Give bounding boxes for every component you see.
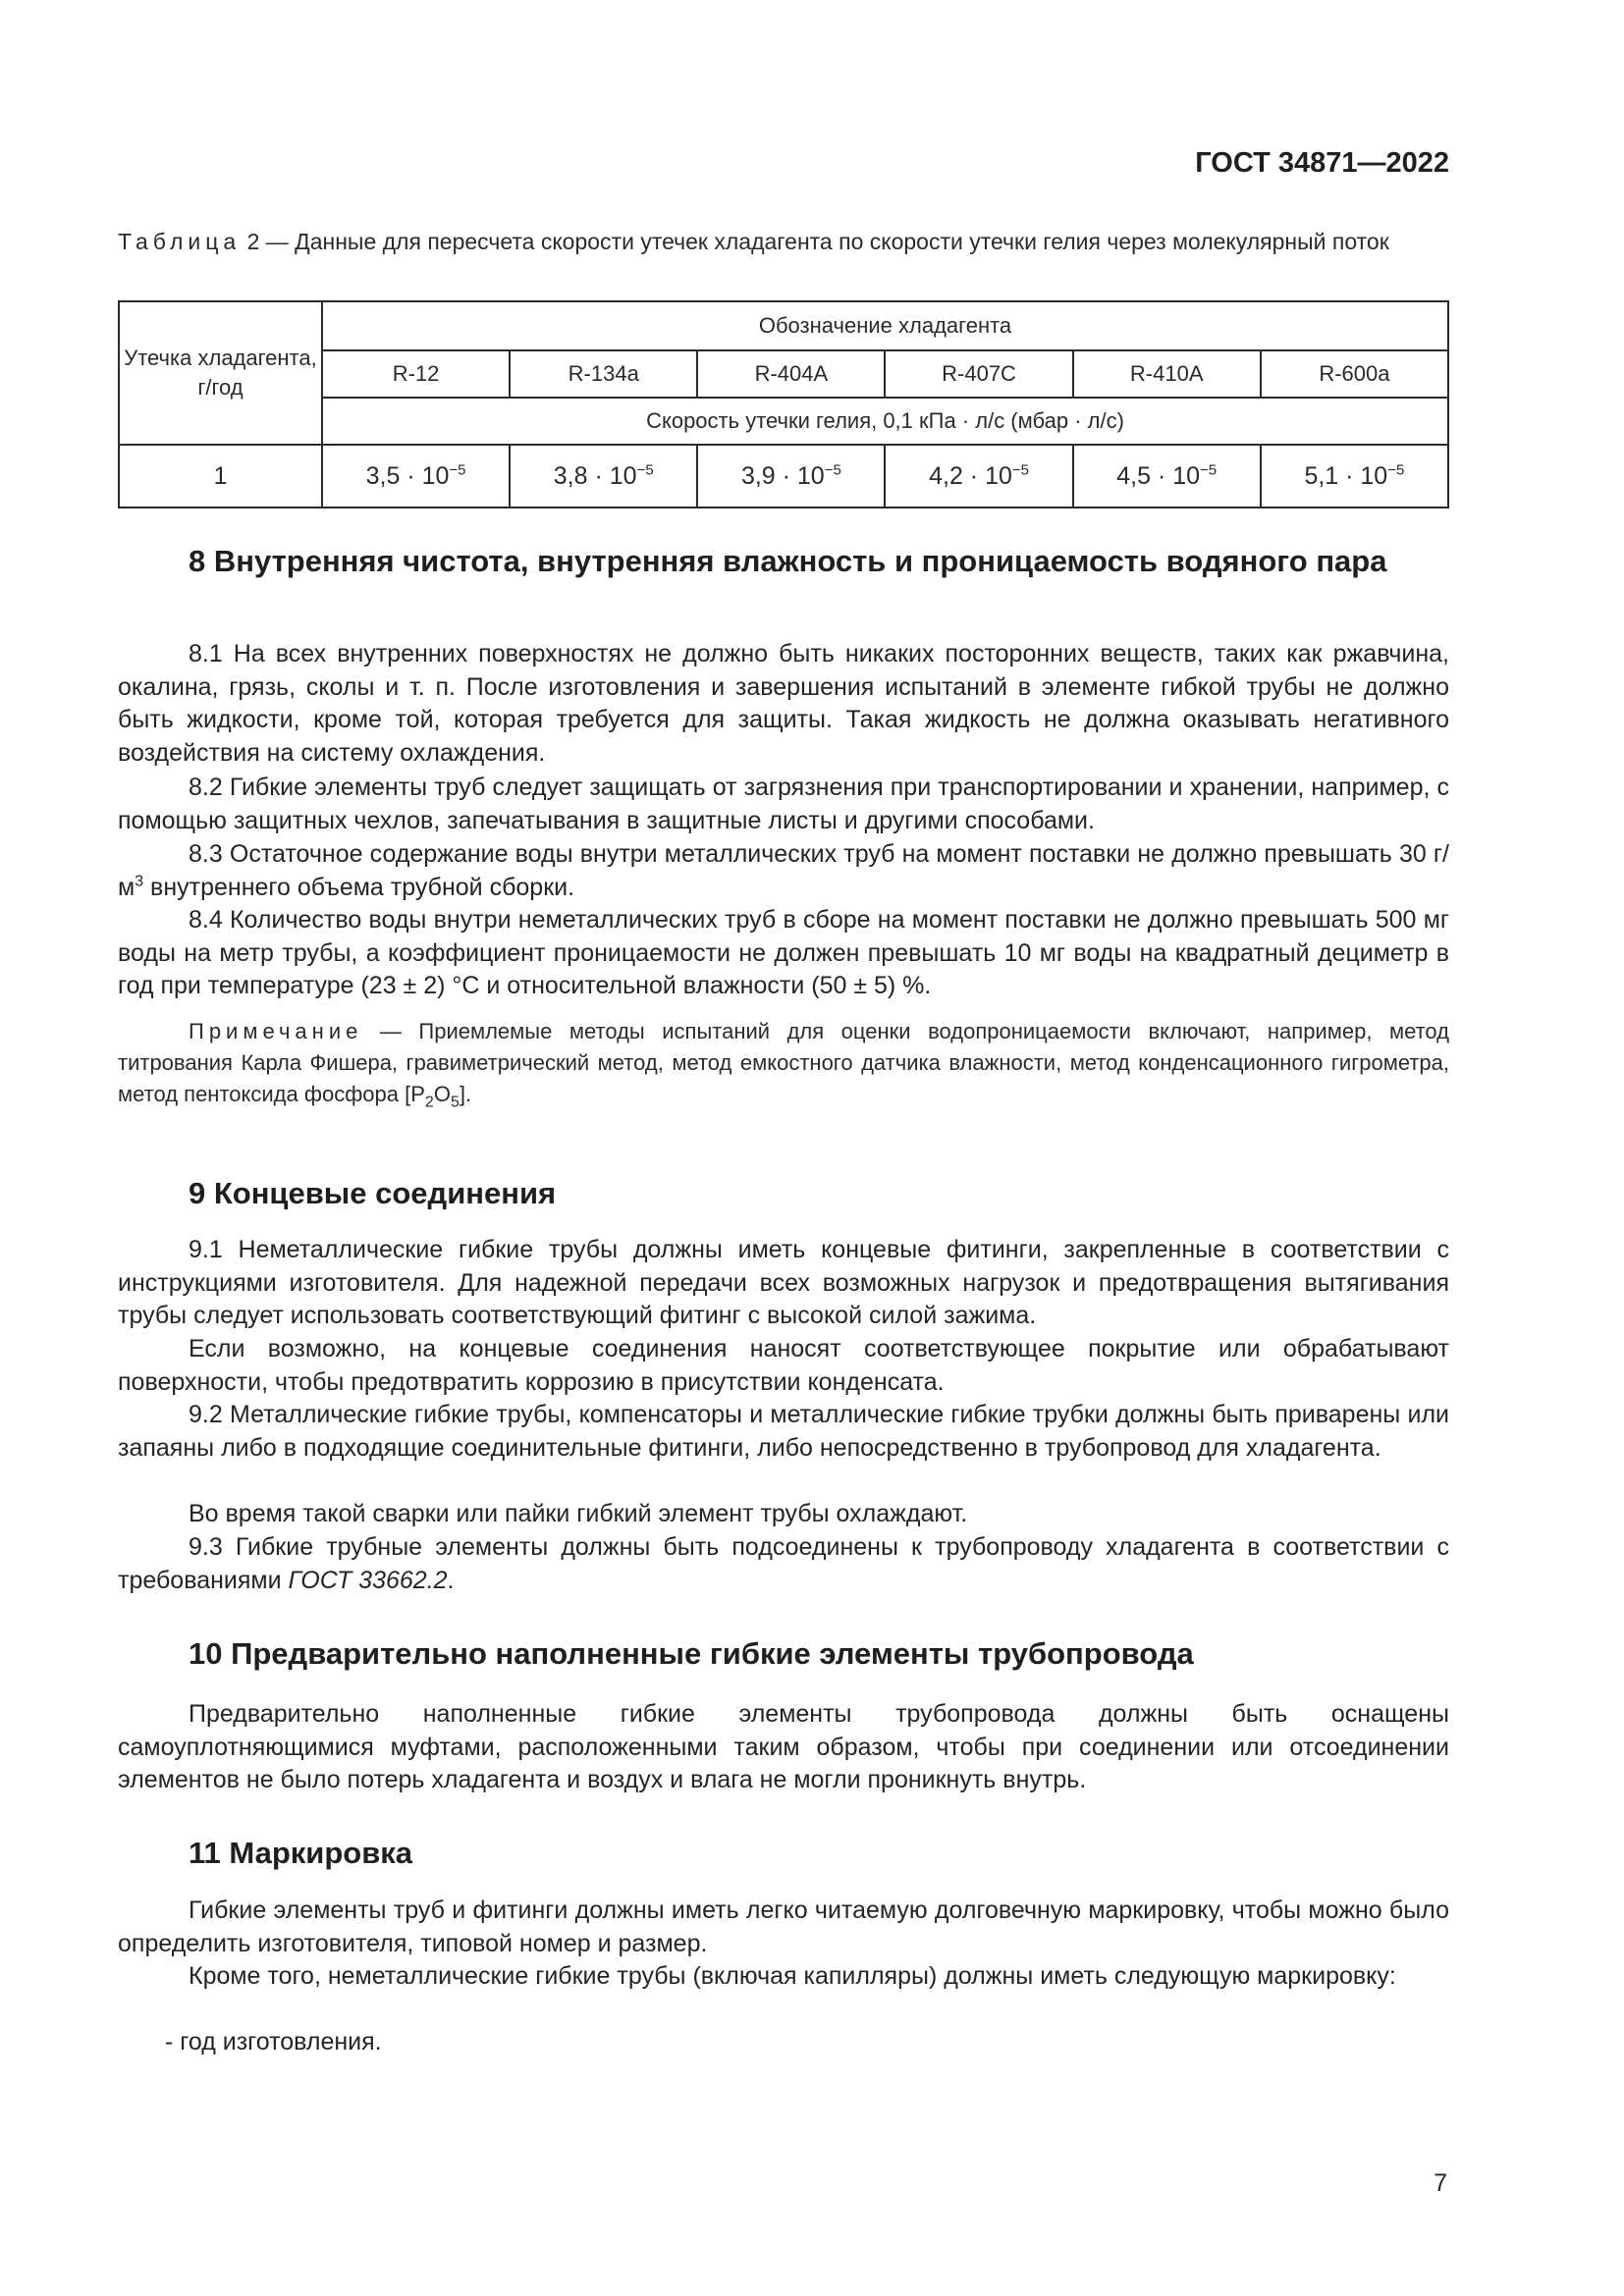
paragraph-8-2: 8.2 Гибкие элементы труб следует защищать от загрязнения при транспортировании и хранении, например, с помощью защитных чехлов, запечатывания в защитные листы и другими способами. (118, 774, 1449, 834)
helium-leak-table (118, 300, 1449, 508)
paragraph-8-1: 8.1 На всех внутренних поверхностях не должно быть никаких посторонних веществ, таких как ржавчина, окалина, грязь, сколы и т. п. После изготовления и завершения испытаний в элементе гибкой трубы не должно быть жидкости, кроме той, которая требуется для защиты. Такая жидкость не должна оказывать негативного воздействия на систему охлаждения. (118, 640, 1449, 767)
rate-exponent: −5 (636, 461, 654, 479)
refrigerant-header: Обозначение хладагента (322, 301, 1448, 350)
rate-exponent: −5 (824, 461, 841, 479)
paragraph-9-1: 9.1 Неметаллические гибкие трубы должны иметь концевые фитинги, закрепленные в соответствии с инструкциями изготовителя. Для надежной передачи всех возможных нагрузок и предотвращения вытягивания трубы следует использовать соответствующий фитинг с высокой силой зажима. (118, 1236, 1449, 1329)
leak-value-cell: 1 (119, 445, 322, 507)
rate-mantissa: 5,1 · 10 (1304, 461, 1388, 490)
rate-mantissa: 3,8 · 10 (553, 461, 637, 490)
paragraph-8-3: 8.3 Остаточное содержание воды внутри металлических труб на момент поставки не должно превышать 30 $г/м^3$ внутреннего объема трубной сборки. (118, 840, 1449, 901)
row-header: Утечка хладагента, г/год (119, 301, 322, 445)
rate-mantissa: 4,2 · 10 (929, 461, 1012, 490)
helium-rate-cell (322, 445, 510, 507)
paragraph-11-1: Гибкие элементы труб и фитинги должны иметь легко читаемую долговечную маркировку, чтобы можно было определить изготовителя, типовой номер и размер. (118, 1896, 1449, 1957)
page-number: 7 (1434, 2169, 1447, 2197)
section-10-title: 10 Предварительно наполненные гибкие элементы трубопровода (189, 1636, 1194, 1671)
refrigerant-cell: R-410A (1073, 350, 1261, 398)
helium-rate-cell (1073, 445, 1261, 507)
table-caption (118, 226, 1449, 257)
helium-rate-header: Скорость утечки гелия, 0,1 кПа · л/с (мбар · л/с) (322, 398, 1448, 445)
rate-mantissa: 3,9 · 10 (740, 461, 825, 490)
table-caption-label: Таблица (118, 229, 242, 254)
note-8: Примечание — Приемлемые методы испытаний для оценки водопроницаемости включают, например, метод титрования Карла Фишера, гравиметрический метод, метод емкостного датчика влажности, метод конденсационного гигрометра, метод пентоксида фосфора $[P_2O_5]$. (118, 1019, 1449, 1111)
paragraph-9-1-cont: Если возможно, на концевые соединения наносят соответствующее покрытие или обрабатывают поверхности, чтобы предотвратить коррозию в присутствии конденсата. (118, 1335, 1449, 1396)
section-8-title: 8 Внутренняя чистота, внутренняя влажность и проницаемость водяного пара (189, 544, 1387, 578)
rate-mantissa: 3,5 · 10 (365, 461, 450, 490)
section-9-title: 9 Концевые соединения (189, 1176, 557, 1210)
rate-exponent: −5 (1011, 461, 1029, 479)
rate-exponent: −5 (449, 461, 466, 479)
paragraph-9-2: 9.2 Металлические гибкие трубы, компенсаторы и металлические гибкие трубки должны быть приварены или запаяны либо в подходящие соединительные фитинги, либо непосредственно в трубопровод для хладагента. (118, 1401, 1449, 1462)
standard-reference: ГОСТ 33662.2 (288, 1566, 448, 1594)
table-caption-text: 2 — Данные для пересчета скорости утечек хладагента по скорости утечки гелия через молекулярный поток (241, 229, 1389, 254)
paragraph-8-4: 8.4 Количество воды внутри неметаллических труб в сборе на момент поставки не должно превышать 500 мг воды на метр трубы, а коэффициент проницаемости не должен превышать 10 мг воды на квадратный дециметр в год при температуре (23 ± 2) °С и относительной влажности (50 ± 5) %. (118, 906, 1449, 999)
refrigerant-cell: R-404A (697, 350, 885, 398)
paragraph-11-2: Кроме того, неметаллические гибкие трубы (включая капилляры) должны иметь следующую маркировку: (189, 1962, 1396, 1990)
document-code: ГОСТ 34871—2022 (1195, 147, 1449, 179)
refrigerant-cell: R-12 (322, 350, 510, 398)
paragraph-9-3: 9.3 Гибкие трубные элементы должны быть подсоединены к трубопроводу хладагента в соответствии с требованиями ГОСТ 33662.2. (118, 1533, 1449, 1594)
list-item: - год изготовления. (165, 2028, 382, 2056)
paragraph-9-2-cont: Во время такой сварки или пайки гибкий элемент трубы охлаждают. (189, 1500, 968, 1527)
helium-rate-cell (885, 445, 1072, 507)
helium-rate-cell (697, 445, 885, 507)
section-11-title: 11 Маркировка (189, 1836, 413, 1870)
refrigerant-cell: R-134a (510, 350, 697, 398)
helium-rate-cell (510, 445, 697, 507)
rate-exponent: −5 (1387, 461, 1405, 479)
rate-mantissa: 4,5 · 10 (1116, 461, 1201, 490)
rate-exponent: −5 (1200, 461, 1218, 479)
refrigerant-cell: R-600a (1261, 350, 1448, 398)
refrigerant-cell: R-407C (885, 350, 1072, 398)
helium-rate-cell (1261, 445, 1448, 507)
paragraph-10: Предварительно наполненные гибкие элементы трубопровода должны быть оснащены самоуплотняющимися муфтами, расположенными таким образом, чтобы при соединении или отсоединении элементов не было потерь хладагента и воздух и влага не могли проникнуть внутрь. (118, 1700, 1449, 1793)
